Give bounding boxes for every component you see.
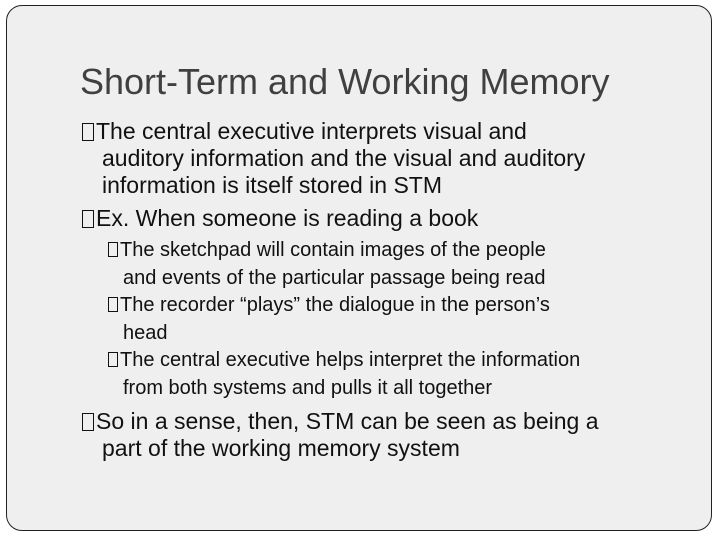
bullet-box-icon <box>108 297 118 312</box>
bullet-line: and events of the particular passage being read <box>123 266 546 289</box>
subbullet-sketchpad <box>108 237 546 292</box>
bullet-box-icon <box>82 123 94 141</box>
bullet-line: The central executive interprets visual and <box>96 118 527 144</box>
bullet-line: from both systems and pulls it all together <box>123 376 493 399</box>
bullet-box-icon <box>82 210 94 228</box>
bullet-line: information is itself stored in STM <box>102 172 443 198</box>
bullet-central-executive <box>82 118 585 199</box>
slide-title: Short-Term and Working Memory <box>80 61 610 102</box>
bullet-line: Ex. When someone is reading a book <box>96 205 479 231</box>
bullet-stm-part-of-wm <box>82 408 599 462</box>
bullet-box-icon <box>108 242 118 257</box>
bullet-line: auditory information and the visual and auditory <box>102 145 586 171</box>
bullet-line: The central executive helps interpret the information <box>120 349 581 371</box>
bullet-box-icon <box>82 413 94 431</box>
bullet-box-icon <box>108 352 118 367</box>
bullet-line: The recorder “plays” the dialogue in the person’s <box>120 294 550 316</box>
subbullet-recorder <box>108 292 550 347</box>
bullet-line: head <box>123 321 168 344</box>
bullet-line: So in a sense, then, STM can be seen as being a <box>96 408 599 434</box>
bullet-example-reading <box>82 205 478 232</box>
subbullet-central-executive <box>108 347 580 402</box>
bullet-line: part of the working memory system <box>102 435 460 461</box>
bullet-line: The sketchpad will contain images of the people <box>120 239 546 261</box>
